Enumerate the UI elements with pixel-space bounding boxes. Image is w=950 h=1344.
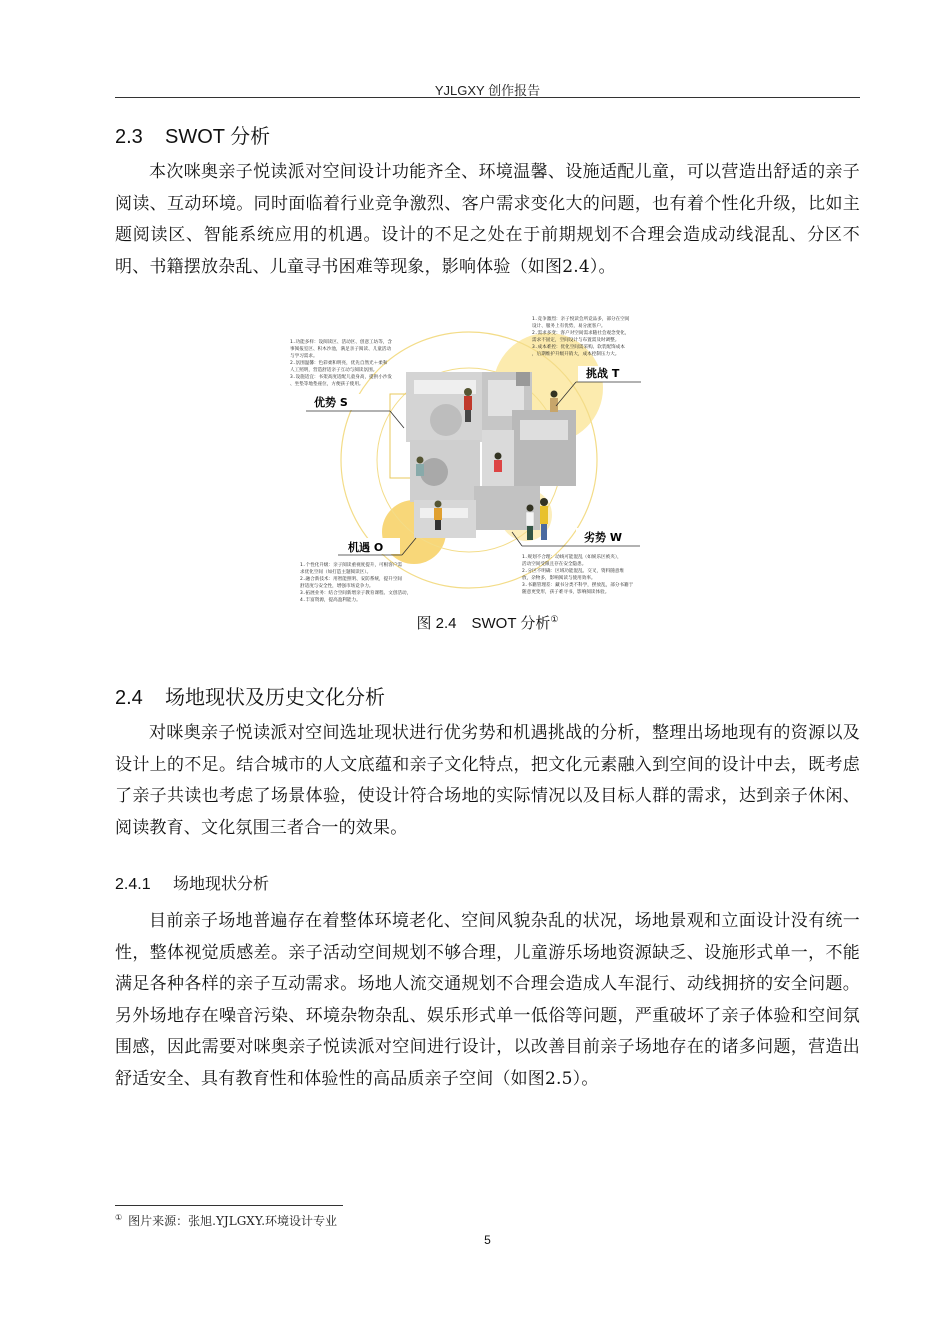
page-number: 5 [484,1233,491,1247]
swot-notes-w [522,553,634,595]
footnote-text: 图片来源：张旭.YJLGXY.环境设计专业 [128,1214,338,1228]
paragraph-site-culture: 对咪奥亲子悦读派对空间选址现状进行优劣势和机遇挑战的分析，整理出场地现有的资源以及设计上的不足。结合城市的人文底蕴和亲子文化特点，把文化元素融入到空间的设计中去，既考虑了亲子共读也考虑了场景体验，使设计符合场地的实际情况以及目标人群的需求，达到亲子休闲、阅读教育、文化氛围三者合一的效果。 [115,723,860,838]
section-number: 2.4.1 [115,876,151,893]
swot-illustration [286,310,668,606]
svg-text:4.丰富资源，提高盈利能力。: 4.丰富资源，提高盈利能力。 [300,598,361,603]
footnote-rule [115,1205,343,1206]
caption-footnote-mark: ① [550,614,559,624]
paragraph-site-status: 目前亲子场地普遍存在着整体环境老化、空间风貌杂乱的状况，场地景观和立面设计没有统一性，整体视觉质感差。亲子活动空间规划不够合理，儿童游乐场地资源缺乏、设施形式单一，不能满足各种各样的亲子互动需求。场地人流交通规划不合理会造成人车混行、动线拥挤的安全问题。另外场地存在噪音污染、环境杂物杂乱、娱乐形式单一低俗等问题，严重破坏了亲子体验和空间氛围感，因此需要对咪奥亲子悦读派对空间进行设计，以改善目前亲子场地存在的诸多问题，营造出舒适安全、具有教育性和体验性的高品质亲子空间（如图2.5）。 [115,911,860,1089]
svg-text:挑战 T: 挑战 T [586,367,620,380]
svg-text:2.融合新技术：用智能照明、安防系统，提升空间: 2.融合新技术：用智能照明、安防系统，提升空间 [300,577,403,582]
section-title: 场地现状及历史文化分析 [165,687,385,709]
svg-text:优势 S: 优势 S [314,396,348,409]
svg-text:放，杂物多，影响阅读与使用效率。: 放，杂物多，影响阅读与使用效率。 [522,576,596,581]
footnote-mark: ① [115,1213,123,1222]
svg-text:机遇 O: 机遇 O [348,541,384,554]
paragraph-swot: 本次咪奥亲子悦读派对空间设计功能齐全、环境温馨、设施适配儿童，可以营造出舒适的亲子阅读、互动环境。同时面临着行业竞争激烈、客户需求变化大的问题，也有着个性化升级，比如主题阅读区、智能系统应用的机遇。设计的不足之处在于前期规划不合理会造成动线混乱、分区不明、书籍摆放杂乱、儿童寻书困难等现象，影响体验（如图2.4）。 [115,162,860,277]
swot-label-s [306,394,404,428]
svg-text:，后期维护升级开销大，成本控制压力大。: ，后期维护升级开销大，成本控制压力大。 [532,352,620,357]
svg-text:、坐垫等地垫座位，方便孩子使用。: 、坐垫等地垫座位，方便孩子使用。 [290,382,364,387]
swot-notes-o [300,561,411,603]
section-title: SWOT 分析 [165,126,271,148]
svg-text:1.功能多样：设阅读区、活动区、创意工坊等，含: 1.功能多样：设阅读区、活动区、创意工坊等，含 [290,340,393,345]
svg-text:舒适度与安全性，增强市场竞争力。: 舒适度与安全性，增强市场竞争力。 [300,584,374,589]
svg-text:人工照明，营造舒适亲子互动与阅读氛围。: 人工照明，营造舒适亲子互动与阅读氛围。 [290,368,378,373]
svg-text:随意更变形，孩子难寻书，影响阅读体验。: 随意更变形，孩子难寻书，影响阅读体验。 [522,590,610,595]
svg-text:事阅报室区、积木沙池，满足亲子阅读、儿童活动: 事阅报室区、积木沙池，满足亲子阅读、儿童活动 [290,347,392,352]
svg-text:1.规划不合理：动线可能混乱（如娱乐区被夹），: 1.规划不合理：动线可能混乱（如娱乐区被夹）， [522,555,622,560]
section-heading-2-4-1 [115,871,269,894]
section-number: 2.3 [115,126,143,148]
section-number: 2.4 [115,687,143,709]
section-heading-2-3 [115,120,270,149]
svg-text:1.个性化升级：亲子阅读重视度提升，可根客户需: 1.个性化升级：亲子阅读重视度提升，可根客户需 [300,563,403,568]
svg-text:与学习需求。: 与学习需求。 [290,354,318,359]
svg-text:设计、服务上有优势，易分流客户。: 设计、服务上有优势，易分流客户。 [532,324,606,329]
footnote [115,1212,337,1229]
svg-text:3.设施适宜：书架高度适配儿童身高，提供小沙发: 3.设施适宜：书架高度适配儿童身高，提供小沙发 [290,375,393,380]
svg-text:1.竞争激烈：亲子悦读会所竞品多，部分在空间: 1.竞争激烈：亲子悦读会所竞品多，部分在空间 [532,317,630,322]
section-heading-2-4 [115,681,385,710]
svg-text:活动空间受限且存在安全隐患。: 活动空间受限且存在安全隐患。 [522,562,587,567]
figure-caption [115,612,860,633]
svg-text:3.书籍管理差：藏书分类不科学，摆放乱，部分书籍于: 3.书籍管理差：藏书分类不科学，摆放乱，部分书籍于 [522,583,634,588]
svg-text:2.需求多变：客户对空间需求随社会观念变化，: 2.需求多变：客户对空间需求随社会观念变化， [532,331,630,336]
swot-notes-s [290,338,392,387]
svg-text:3.成本难控：优化空间需采购、软装配饰成本: 3.成本难控：优化空间需采购、软装配饰成本 [532,345,625,350]
svg-text:求优化空间（如打造主题阅读区）。: 求优化空间（如打造主题阅读区）。 [300,570,372,575]
svg-text:3.拓展业务：结合空间新增亲子教育课程、文创活动，: 3.拓展业务：结合空间新增亲子教育课程、文创活动， [300,591,412,596]
swot-figure [286,310,668,606]
svg-text:需求不固定，空间设计与布置需及时调整。: 需求不固定，空间设计与布置需及时调整。 [532,338,620,343]
svg-text:2.氛围温馨：色彩柔和明亮，优先自然光＋柔和: 2.氛围温馨：色彩柔和明亮，优先自然光＋柔和 [290,361,388,366]
header-rule [115,97,860,98]
svg-text:2.分区不明确：区域功能混乱、交叉，资料随意堆: 2.分区不明确：区域功能混乱、交叉，资料随意堆 [522,569,625,574]
svg-text:劣势 W: 劣势 W [584,531,622,544]
running-header: YJLGXY 创作报告 [434,83,541,98]
section-title: 场地现状分析 [173,876,270,893]
caption-text: 图 2.4 SWOT 分析 [416,615,551,632]
